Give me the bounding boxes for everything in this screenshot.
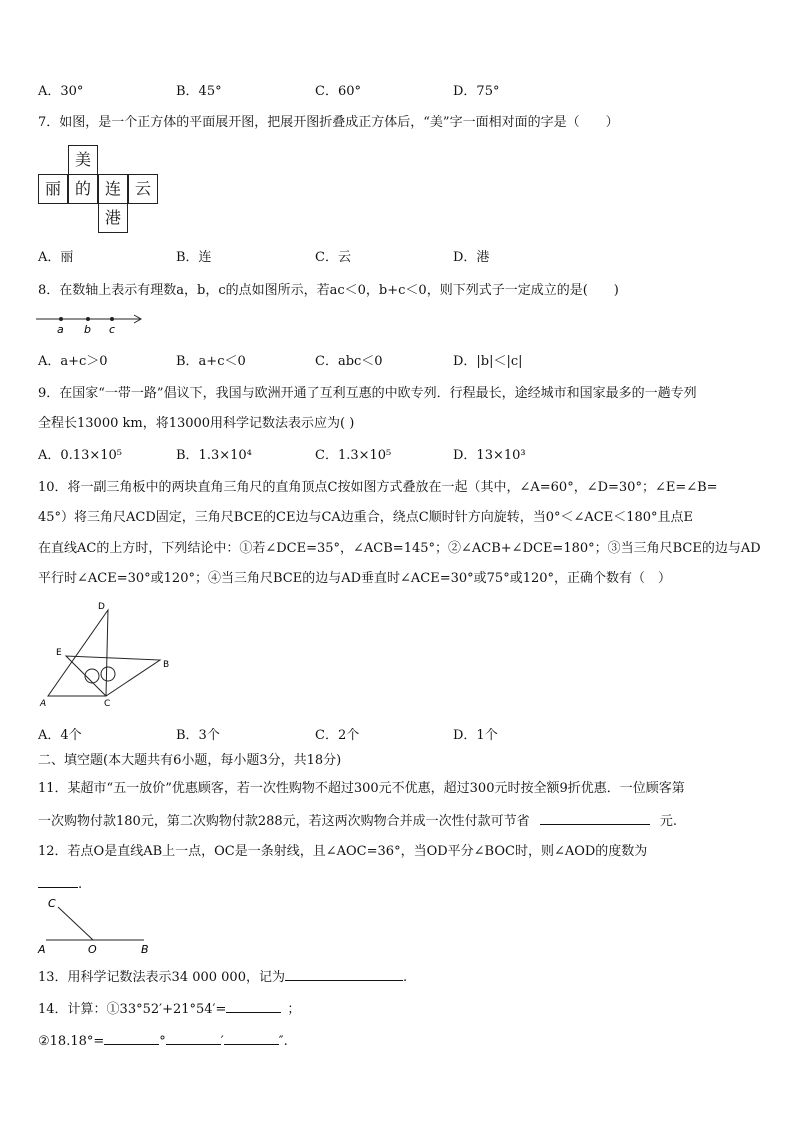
q13-line xyxy=(38,966,407,987)
label-c: C xyxy=(104,699,111,709)
number-line-figure xyxy=(34,308,149,336)
label-b: B xyxy=(163,660,170,670)
q8-option-a: A．a+c＞0 xyxy=(38,354,108,369)
q8-option-d: D．|b|＜|c| xyxy=(453,354,523,369)
q14-line1 xyxy=(38,998,300,1019)
ray-figure xyxy=(36,893,156,958)
q12-answer-blank[interactable] xyxy=(38,873,78,888)
q9-option-a: A．0.13×10⁵ xyxy=(38,448,122,463)
label-d: D xyxy=(98,602,105,612)
q7-option-c: C．云 xyxy=(315,250,351,265)
q10-line2: 45°）将三角尺ACD固定，三角尺BCE的CE边与CA边重合，绕点C顺时针方向旋转，当0°＜∠ACE＜180°且点E xyxy=(38,510,694,525)
q14-line2-text: ②18.18°= xyxy=(38,1034,105,1049)
q14-line1-tail: ； xyxy=(287,1002,301,1017)
cube-cell-de: 的 xyxy=(68,174,98,204)
q10-option-d: D．1个 xyxy=(453,728,498,743)
q14-second-blank[interactable] xyxy=(224,1030,279,1045)
point-a xyxy=(59,317,63,321)
cube-cell-yun: 云 xyxy=(128,174,158,204)
q13-answer-blank[interactable] xyxy=(285,966,403,981)
cube-cell-mei: 美 xyxy=(68,145,98,175)
label-e: E xyxy=(56,648,62,658)
q14-answer-blank-1[interactable] xyxy=(226,998,281,1013)
q10-option-b: B．3个 xyxy=(176,728,220,743)
q6-option-b: B．45° xyxy=(176,84,222,99)
q12-line1: 12．若点O是直线AB上一点，OC是一条射线，且∠AOC=36°，当OD平分∠BOC时，则∠AOD的度数为 xyxy=(38,844,648,859)
q14-minute-mark: ′ xyxy=(220,1034,224,1049)
cube-cell-li: 丽 xyxy=(38,174,68,204)
q13-tail: . xyxy=(402,970,408,985)
label-c: C xyxy=(48,897,56,910)
q14-minute-blank[interactable] xyxy=(166,1030,221,1045)
label-a: A xyxy=(38,943,46,956)
q14-degree-blank[interactable] xyxy=(104,1030,159,1045)
cube-cell-lian: 连 xyxy=(98,174,128,204)
section-2-heading: 二、填空题(本大题共有6小题，每小题3分，共18分) xyxy=(38,753,342,768)
q11-line2-tail: 元. xyxy=(659,814,678,829)
q6-option-a: A．30° xyxy=(38,84,84,99)
q7-option-a: A．丽 xyxy=(38,250,74,265)
point-c xyxy=(110,317,114,321)
q6-option-d: D．75° xyxy=(453,84,500,99)
q10-line1: 10．将一副三角板中的两块直角三角尺的直角顶点C按如图方式叠放在一起（其中，∠A=60°，∠D=30°；∠E=∠B= xyxy=(38,480,718,495)
q11-answer-blank[interactable] xyxy=(540,810,650,825)
label-c: c xyxy=(109,323,116,336)
cube-cell-gang: 港 xyxy=(98,203,128,233)
label-b: b xyxy=(84,323,91,336)
q14-line1-text: 14．计算：①33°52′+21°54′= xyxy=(38,1002,227,1017)
q10-option-c: C．2个 xyxy=(315,728,360,743)
q7-option-b: B．连 xyxy=(176,250,212,265)
q14-degree-mark: ° xyxy=(159,1034,166,1049)
q12-line2-tail: . xyxy=(78,877,83,892)
q9-option-b: B．1.3×10⁴ xyxy=(176,448,252,463)
q8-stem: 8．在数轴上表示有理数a，b，c的点如图所示，若ac＜0，b+c＜0，则下列式子一定成立的是( ) xyxy=(38,283,619,298)
q13-text: 13．用科学记数法表示34 000 000，记为 xyxy=(38,970,285,985)
q14-line2 xyxy=(38,1030,288,1051)
triangle-figure xyxy=(36,598,186,710)
q9-line1: 9．在国家“一带一路”倡议下，我国与欧洲开通了互利互惠的中欧专列．行程最长，途经城市和国家最多的一趟专列 xyxy=(38,386,697,401)
label-a: a xyxy=(57,323,64,336)
label-o: O xyxy=(88,943,97,956)
q11-line1: 11．某超市“五一放价”优惠顾客，若一次性购物不超过300元不优惠，超过300元时按全额9折优惠．一位顾客第 xyxy=(38,781,685,796)
q10-line4: 平行时∠ACE=30°或120°；④当三角尺BCE的边与AD垂直时∠ACE=30°或75°或120°，正确个数有（ ） xyxy=(38,571,672,586)
q9-option-d: D．13×10³ xyxy=(453,448,526,463)
q7-option-d: D．港 xyxy=(453,250,490,265)
q9-option-c: C．1.3×10⁵ xyxy=(315,448,392,463)
q10-option-a: A．4个 xyxy=(38,728,82,743)
q11-line2 xyxy=(38,810,677,831)
label-a: A xyxy=(40,699,47,709)
q9-line2: 全程长13000 km，将13000用科学记数法表示应为( ) xyxy=(38,416,355,431)
q10-line3: 在直线AC的上方时，下列结论中：①若∠DCE=35°，∠ACB=145°；②∠ACB+∠DCE=180°；③当三角尺BCE的边与AD xyxy=(38,541,761,556)
q8-option-b: B．a+c＜0 xyxy=(176,354,246,369)
q8-option-c: C．abc＜0 xyxy=(315,354,383,369)
point-b xyxy=(86,317,90,321)
q11-line2-text: 一次购物付款180元，第二次购物付款288元，若这两次购物合并成一次性付款可节省 xyxy=(38,814,530,829)
q14-second-mark: ″. xyxy=(278,1034,288,1049)
label-b: B xyxy=(141,943,149,956)
q7-stem: 7．如图，是一个正方体的平面展开图，把展开图折叠成正方体后，“美”字一面相对面的字是（ ） xyxy=(38,115,619,130)
q6-option-c: C．60° xyxy=(315,84,361,99)
q12-line2 xyxy=(38,873,82,894)
